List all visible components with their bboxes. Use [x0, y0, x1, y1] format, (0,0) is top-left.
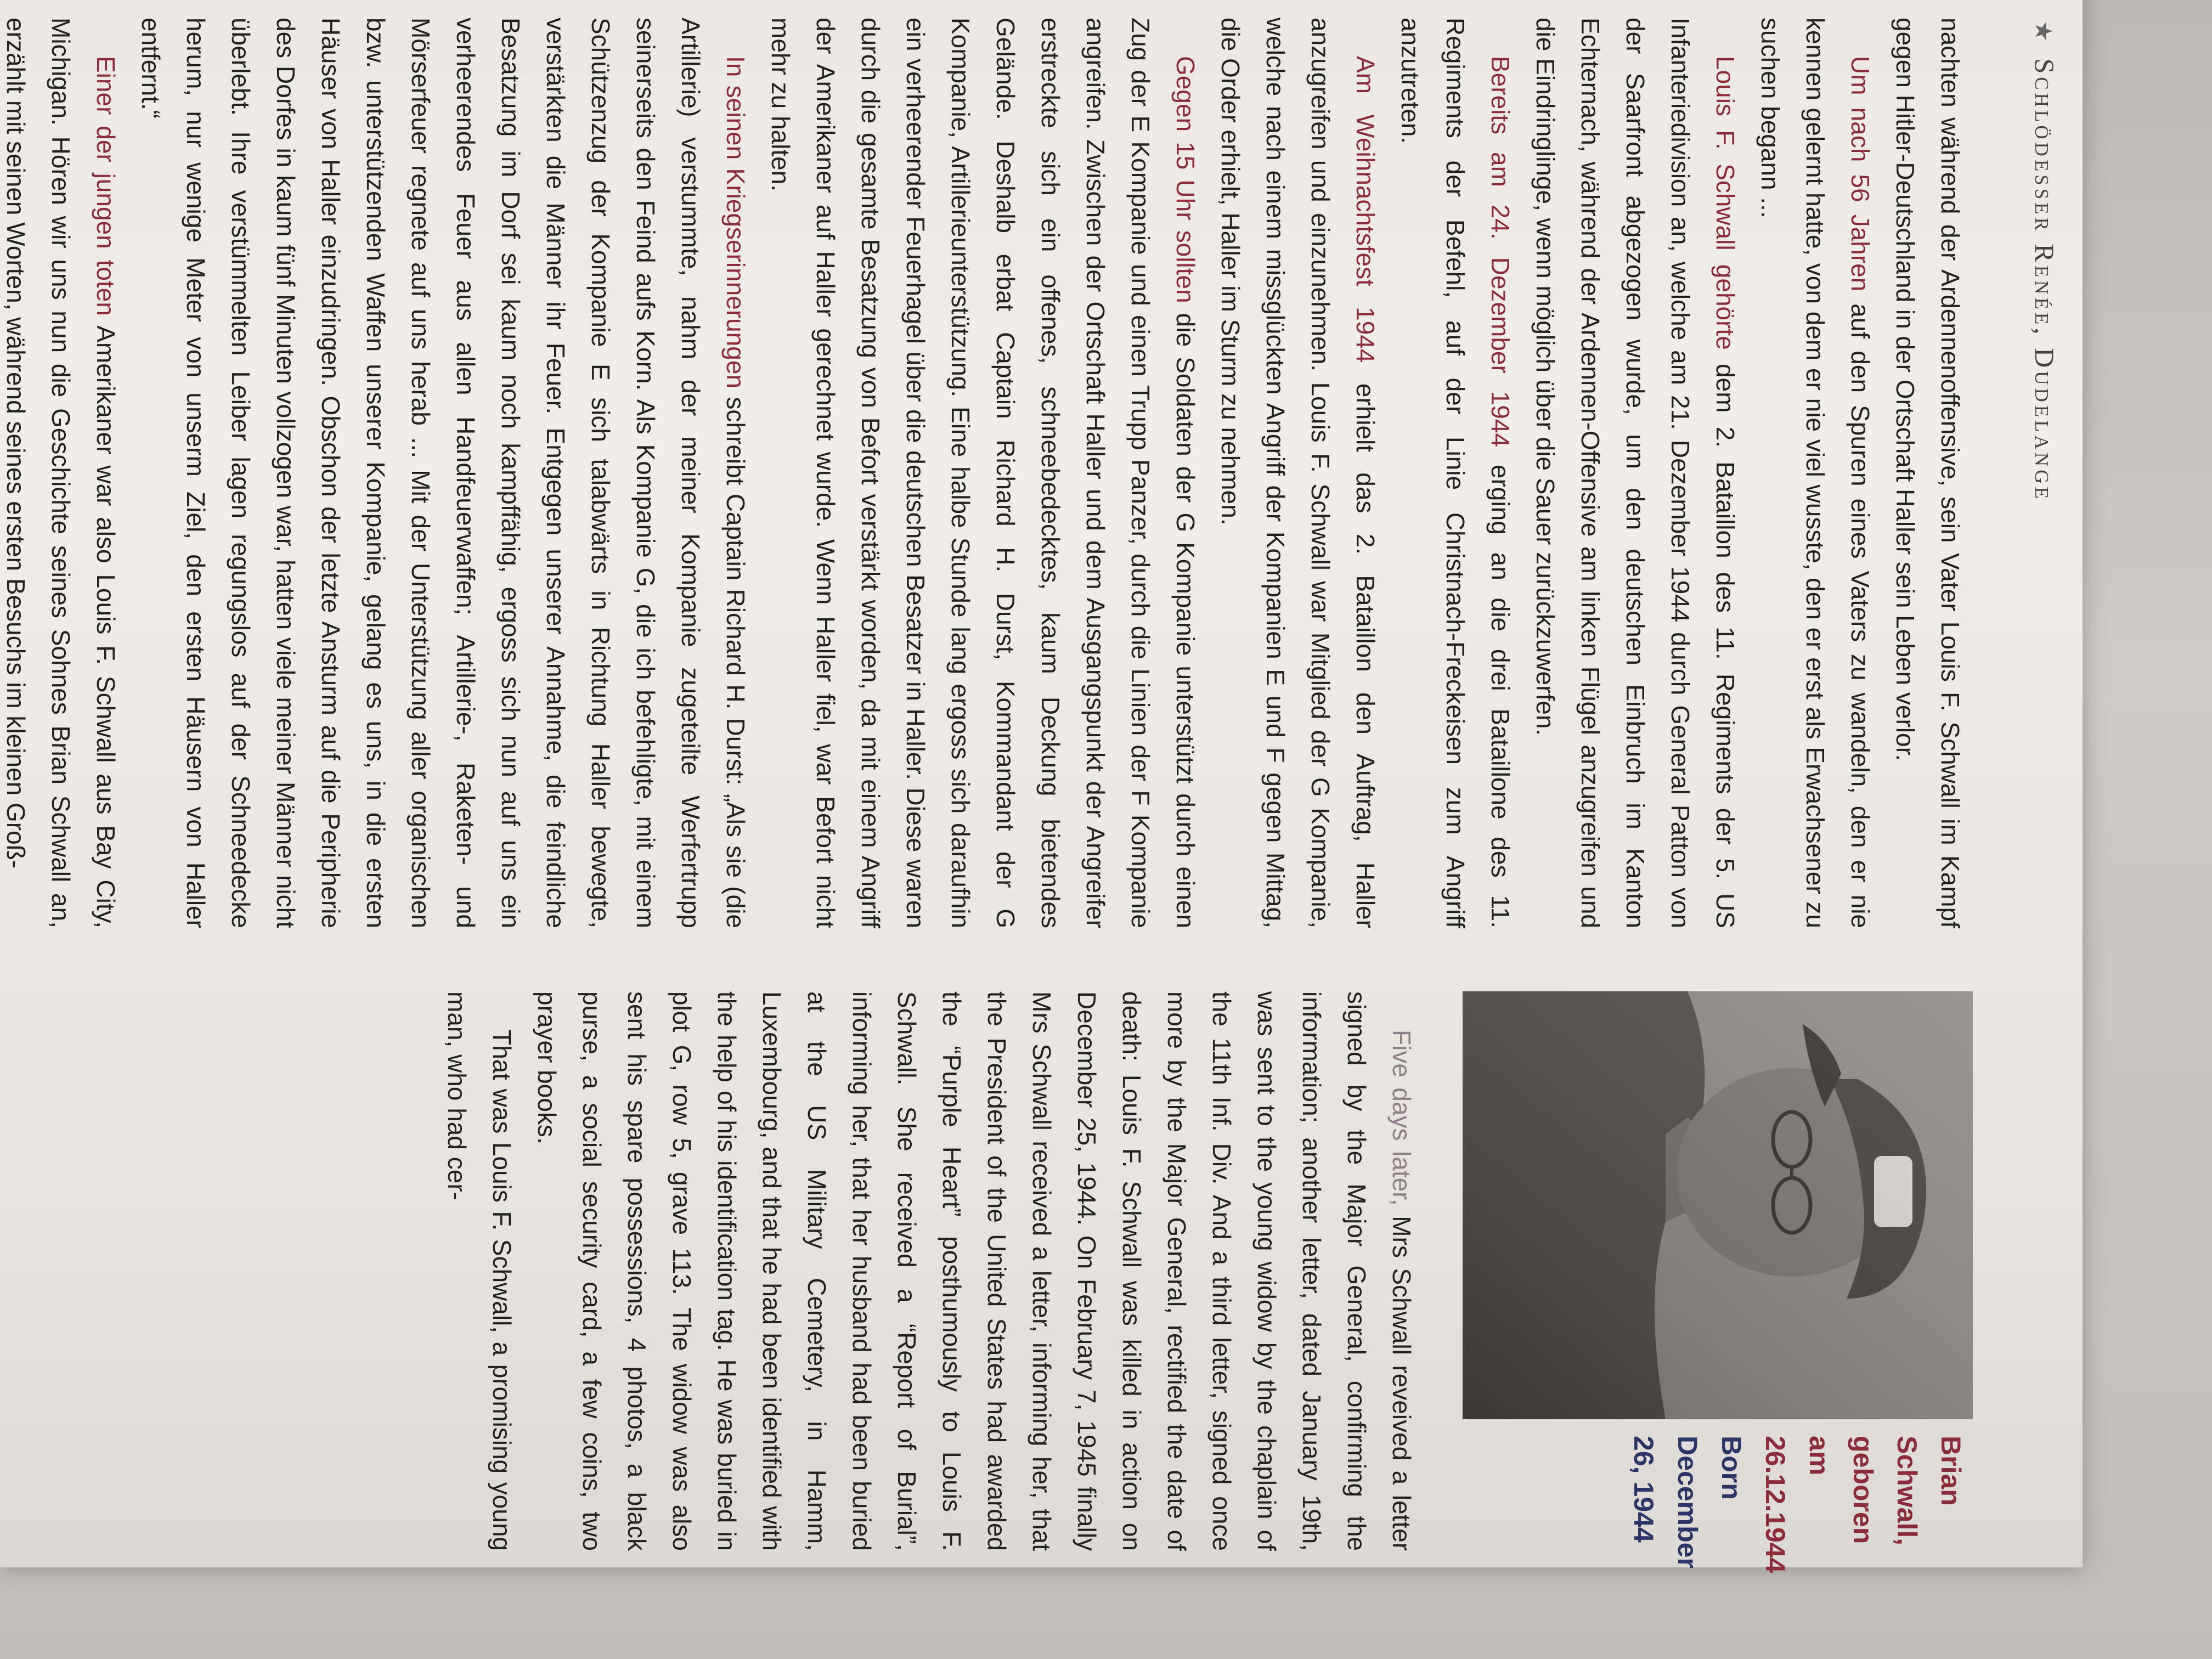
highlighted-lead: Five days later,: [1387, 1030, 1416, 1206]
photo-caption: [1622, 1436, 1973, 1573]
paragraph: [758, 18, 1208, 928]
paragraph: [1208, 18, 1388, 928]
body-text: nachten während der Ardennenoffensive, sein Vater Louis F. Schwall im Kampf gegen Hitler-Deutschland in der Ortschaft Haller sein Leben verlor.: [1891, 18, 1965, 928]
paragraph: [1748, 18, 1883, 928]
portrait-photo: [1463, 991, 1973, 1419]
highlighted-lead: Louis F. Schwall gehörte: [1711, 56, 1740, 350]
paragraph: [524, 991, 1424, 1551]
highlighted-lead: Gegen 15 Uhr sollten: [1171, 56, 1200, 303]
highlighted-lead: Am Weihnachtsfest 1944: [1351, 56, 1380, 363]
highlighted-lead: In seinen Kriegserinnerungen: [721, 56, 750, 389]
caption-birth-en: Born December 26, 1944: [1628, 1436, 1747, 1568]
portrait-photo-icon: [1463, 991, 1973, 1419]
highlighted-lead: Bereits am 24. Dezember 1944: [1486, 56, 1515, 448]
left-column: [0, 18, 1973, 928]
body-text: erhielt das 2. Bataillon den Auftrag, Haller anzugreifen und einzunehmen. Louis F. Schwall war Mitglied der G Kompanie, welche nach einem missglückten Angriff der Kompanien E und F gegen Mittag, die Order erhielt, Haller im Sturm zu nehmen.: [1216, 18, 1380, 928]
page-footer: [2029, 20, 2061, 502]
caption-name: Brian Schwall,: [1892, 1436, 1966, 1546]
paragraph: [0, 18, 128, 928]
right-column: [435, 991, 1424, 1551]
highlighted-lead: Um nach 56 Jahren: [1846, 56, 1875, 292]
body-text: erging an die drei Bataillone des 11. Regiments der Befehl, auf der Linie Christnach-Freckeisen zum Angriff anzutreten.: [1396, 18, 1515, 928]
paragraph: [435, 991, 524, 1551]
body-text: Amerikaner war also Louis F. Schwall aus Bay City, Michigan. Hören wir uns nun die Geschichte seines Sohnes Brian Schwall an, erzählt mit seinen Worten, während seines ersten Besuchs im kleinen Groß-: [2, 18, 120, 929]
body-text: schreibt Captain Richard H. Durst: „Als sie (die Artillerie) verstummte, nahm der meiner Kompanie zugeteilte Werfertrupp seinerseits den Feind aufs Korn. Als Kompanie G, die ich befehligte, mit einem Schützenzug der Kompanie E sich talabwärts in Richtung Haller bewegte, verstärkten die Männer ihr Feuer. Entgegen unserer Annahme, die feindliche Besatzung im Dorf sei kaum noch kampffähig, ergoss sich nun auf uns ein verheerendes Feuer aus allen Handfeuerwaffen; Artillerie-, Raketen- und Mörserfeuer regnete auf uns herab ... Mit der Unterstützung aller organischen bzw. unterstützenden Waffen unserer Kompanie, gelang es uns, in die ersten Häuser von Haller einzudringen. Obschon der letzte Ansturm auf die Peripherie des Dorfes in kaum fünf Minuten vollzogen war, hatten viele meiner Männer nicht überlebt. Ihre verstümmelten Leiber lagen regungslos auf der Schneedecke herum, nur wenige Meter von unserm Ziel, den ersten Häusern von Haller entfernt.“: [137, 18, 750, 928]
paragraph: [1388, 18, 1523, 928]
paragraph: [128, 18, 758, 928]
body-text: dem 2. Bataillon des 11. Regiments der 5. US Infanteriedivision an, welche am 21. Dezember 1944 durch General Patton von der Saarfront abgezogen wurde, um den deutschen Einbruch im Kanton Echternach, während der Ardennen-Offensive am linken Flügel anzugreifen und die Eindringlinge, wenn möglich über die Sauer zurückzuwerfen.: [1531, 18, 1740, 928]
highlighted-lead: Einer der jungen toten: [92, 56, 120, 316]
paragraph: [1523, 18, 1748, 928]
star-icon: ★: [2030, 20, 2057, 46]
paragraph: [1883, 18, 1973, 928]
caption-birth-de: geboren am 26.12.1944: [1760, 1436, 1878, 1573]
body-text: Mrs Schwall reveived a letter signed by the Major General, confirming the information; another letter, dated January 19th, was sent to the young widow by the chaplain of the 11th Inf. Div. And a third letter, signed once more by the Major General, rectified the date of death: Louis F. Schwall was killed in action on December 25, 1944. On February 7, 1945 finally Mrs Schwall received a letter, informing her, that the President of the United States had awarded the “Purple Heart” posthumously to Louis F. Schwall. She received a “Report of Burial”, informing her, that her husband had been buried at the US Military Cemetery, in Hamm, Luxembourg, and that he had been identified with the help of his identification tag. He was buried in plot G, row 5, grave 113. The widow was also sent his spare possessions, 4 photos, a black purse, a social security card, a few coins, two prayer books.: [533, 991, 1416, 1551]
footer-text: Schlödesser Renée, Dudelange: [2029, 58, 2060, 502]
body-text: die Soldaten der G Kompanie unterstützt durch einen Zug der E Kompanie und einen Trupp Panzer, durch die Linien der F Kompanie angreifen. Zwischen der Ortschaft Haller und dem Ausgangspunkt der Angreifer erstreckte sich ein offenes, schneebedecktes, kaum Deckung bietendes Gelände. Deshalb erbat Captain Richard H. Durst, Kommandant der G Kompanie, Artillerieunterstützung. Eine halbe Stunde lang ergoss sich daraufhin ein verheerender Feuerhagel über die deutschen Besatzer in Haller. Diese waren durch die gesamte Besatzung von Befort verstärkt worden, da mit einem Angriff der Amerikaner auf Haller gerechnet wurde. Wenn Haller fiel, war Befort nicht mehr zu halten.: [766, 18, 1200, 928]
body-text: auf den Spuren eines Vaters zu wandeln, den er nie kennen gelernt hatte, von dem er nie viel wusste, den er erst als Erwachsener zu suchen begann ...: [1756, 18, 1875, 928]
body-text: That was Louis F. Schwall, a promising young man, who had cer-: [443, 991, 516, 1551]
